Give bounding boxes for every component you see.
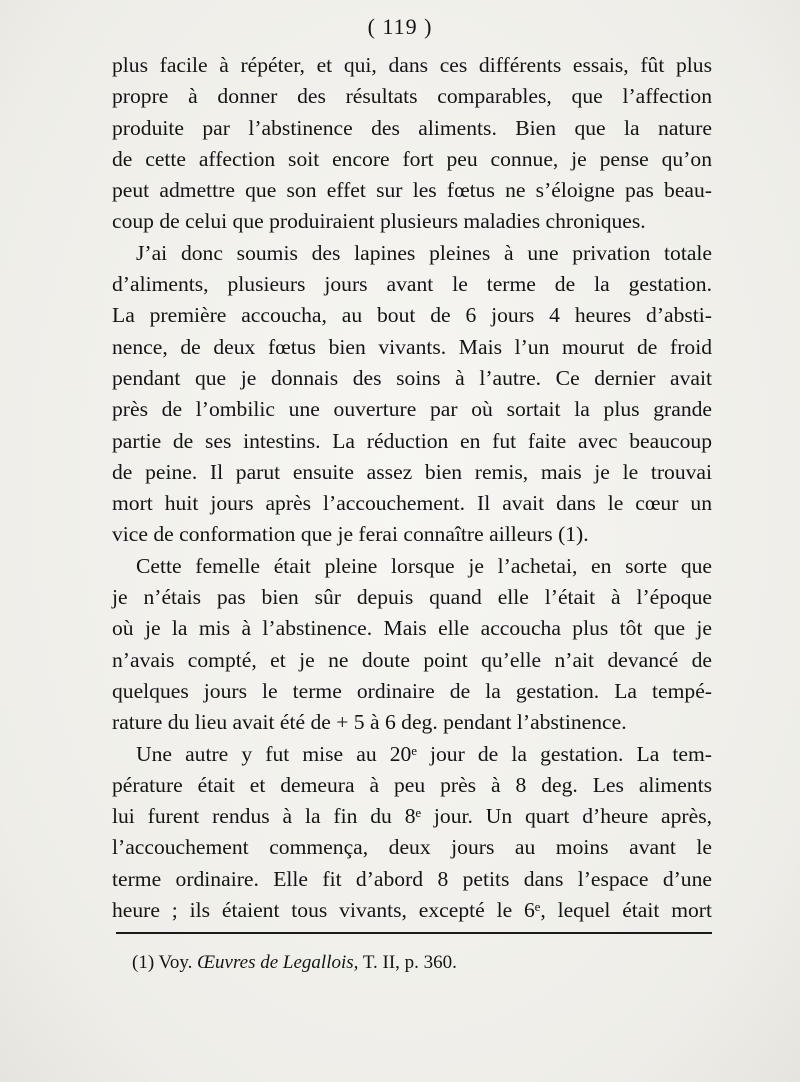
text-line: peut admettre que son effet sur les fœtus ne s’éloigne pas beau- xyxy=(112,178,712,203)
text-line: d’aliments, plusieurs jours avant le terme de la gestation. xyxy=(112,272,712,297)
footnote-marker: (1) Voy. xyxy=(132,952,193,973)
text-line: plus facile à répéter, et qui, dans ces différents essais, fût plus xyxy=(112,53,712,77)
text-line: de cette affection soit encore fort peu connue, je pense qu’on xyxy=(112,146,712,171)
page-number: ( 119 ) xyxy=(367,14,433,39)
text-line: heure ; ils étaient tous vivants, excepté le 6ᵉ, lequel était mort xyxy=(112,898,712,923)
text-line: pendant que je donnais des soins à l’autre. Ce dernier avait xyxy=(112,365,712,390)
text-line: La première accoucha, au bout de 6 jours 4 heures d’absti- xyxy=(112,303,712,328)
text-line: de peine. Il parut ensuite assez bien remis, mais je le trouvai xyxy=(112,459,712,484)
footnote xyxy=(132,950,457,976)
text-line: Cette femelle était pleine lorsque je l’achetai, en sorte que xyxy=(136,553,712,578)
text-line: terme ordinaire. Elle fit d’abord 8 petits dans l’espace d’une xyxy=(112,866,712,891)
text-line: Une autre y fut mise au 20ᵉ jour de la gestation. La tem- xyxy=(136,741,712,766)
text-line: produite par l’abstinence des aliments. Bien que la nature xyxy=(112,115,712,140)
text-line: quelques jours le terme ordinaire de la gestation. La tempé- xyxy=(112,678,712,703)
text-line: coup de celui que produiraient plusieurs maladies chroniques. xyxy=(112,209,646,234)
text-line: n’avais compté, et je ne doute point qu’elle n’ait devancé de xyxy=(112,647,712,672)
body-text xyxy=(112,50,712,926)
text-line: partie de ses intestins. La réduction en fut faite avec beaucoup xyxy=(112,428,712,453)
text-line: près de l’ombilic une ouverture par où sortait la plus grande xyxy=(112,397,712,422)
text-line: mort huit jours après l’accouchement. Il avait dans le cœur un xyxy=(112,491,712,516)
footnote-reference: T. II, p. 360. xyxy=(362,952,457,973)
text-line: pérature était et demeura à peu près à 8 deg. Les aliments xyxy=(112,772,712,797)
text-line: lui furent rendus à la fin du 8ᵉ jour. Un quart d’heure après, xyxy=(112,804,712,829)
text-line: où je la mis à l’abstinence. Mais elle accoucha plus tôt que je xyxy=(112,616,712,641)
text-line: vice de conformation que je ferai connaître ailleurs (1). xyxy=(112,522,589,547)
footnote-title: Œuvres de Legallois, xyxy=(197,952,359,973)
text-line: l’accouchement commença, deux jours au moins avant le xyxy=(112,835,712,860)
text-line: je n’étais pas bien sûr depuis quand elle l’était à l’époque xyxy=(112,585,712,610)
text-line: J’ai donc soumis des lapines pleines à une privation totale xyxy=(136,240,712,265)
text-line: nence, de deux fœtus bien vivants. Mais l’un mourut de froid xyxy=(112,334,712,359)
text-line: propre à donner des résultats comparables, que l’affection xyxy=(112,84,712,109)
footnote-divider xyxy=(116,932,712,934)
text-line: rature du lieu avait été de + 5 à 6 deg. pendant l’abstinence. xyxy=(112,710,627,735)
